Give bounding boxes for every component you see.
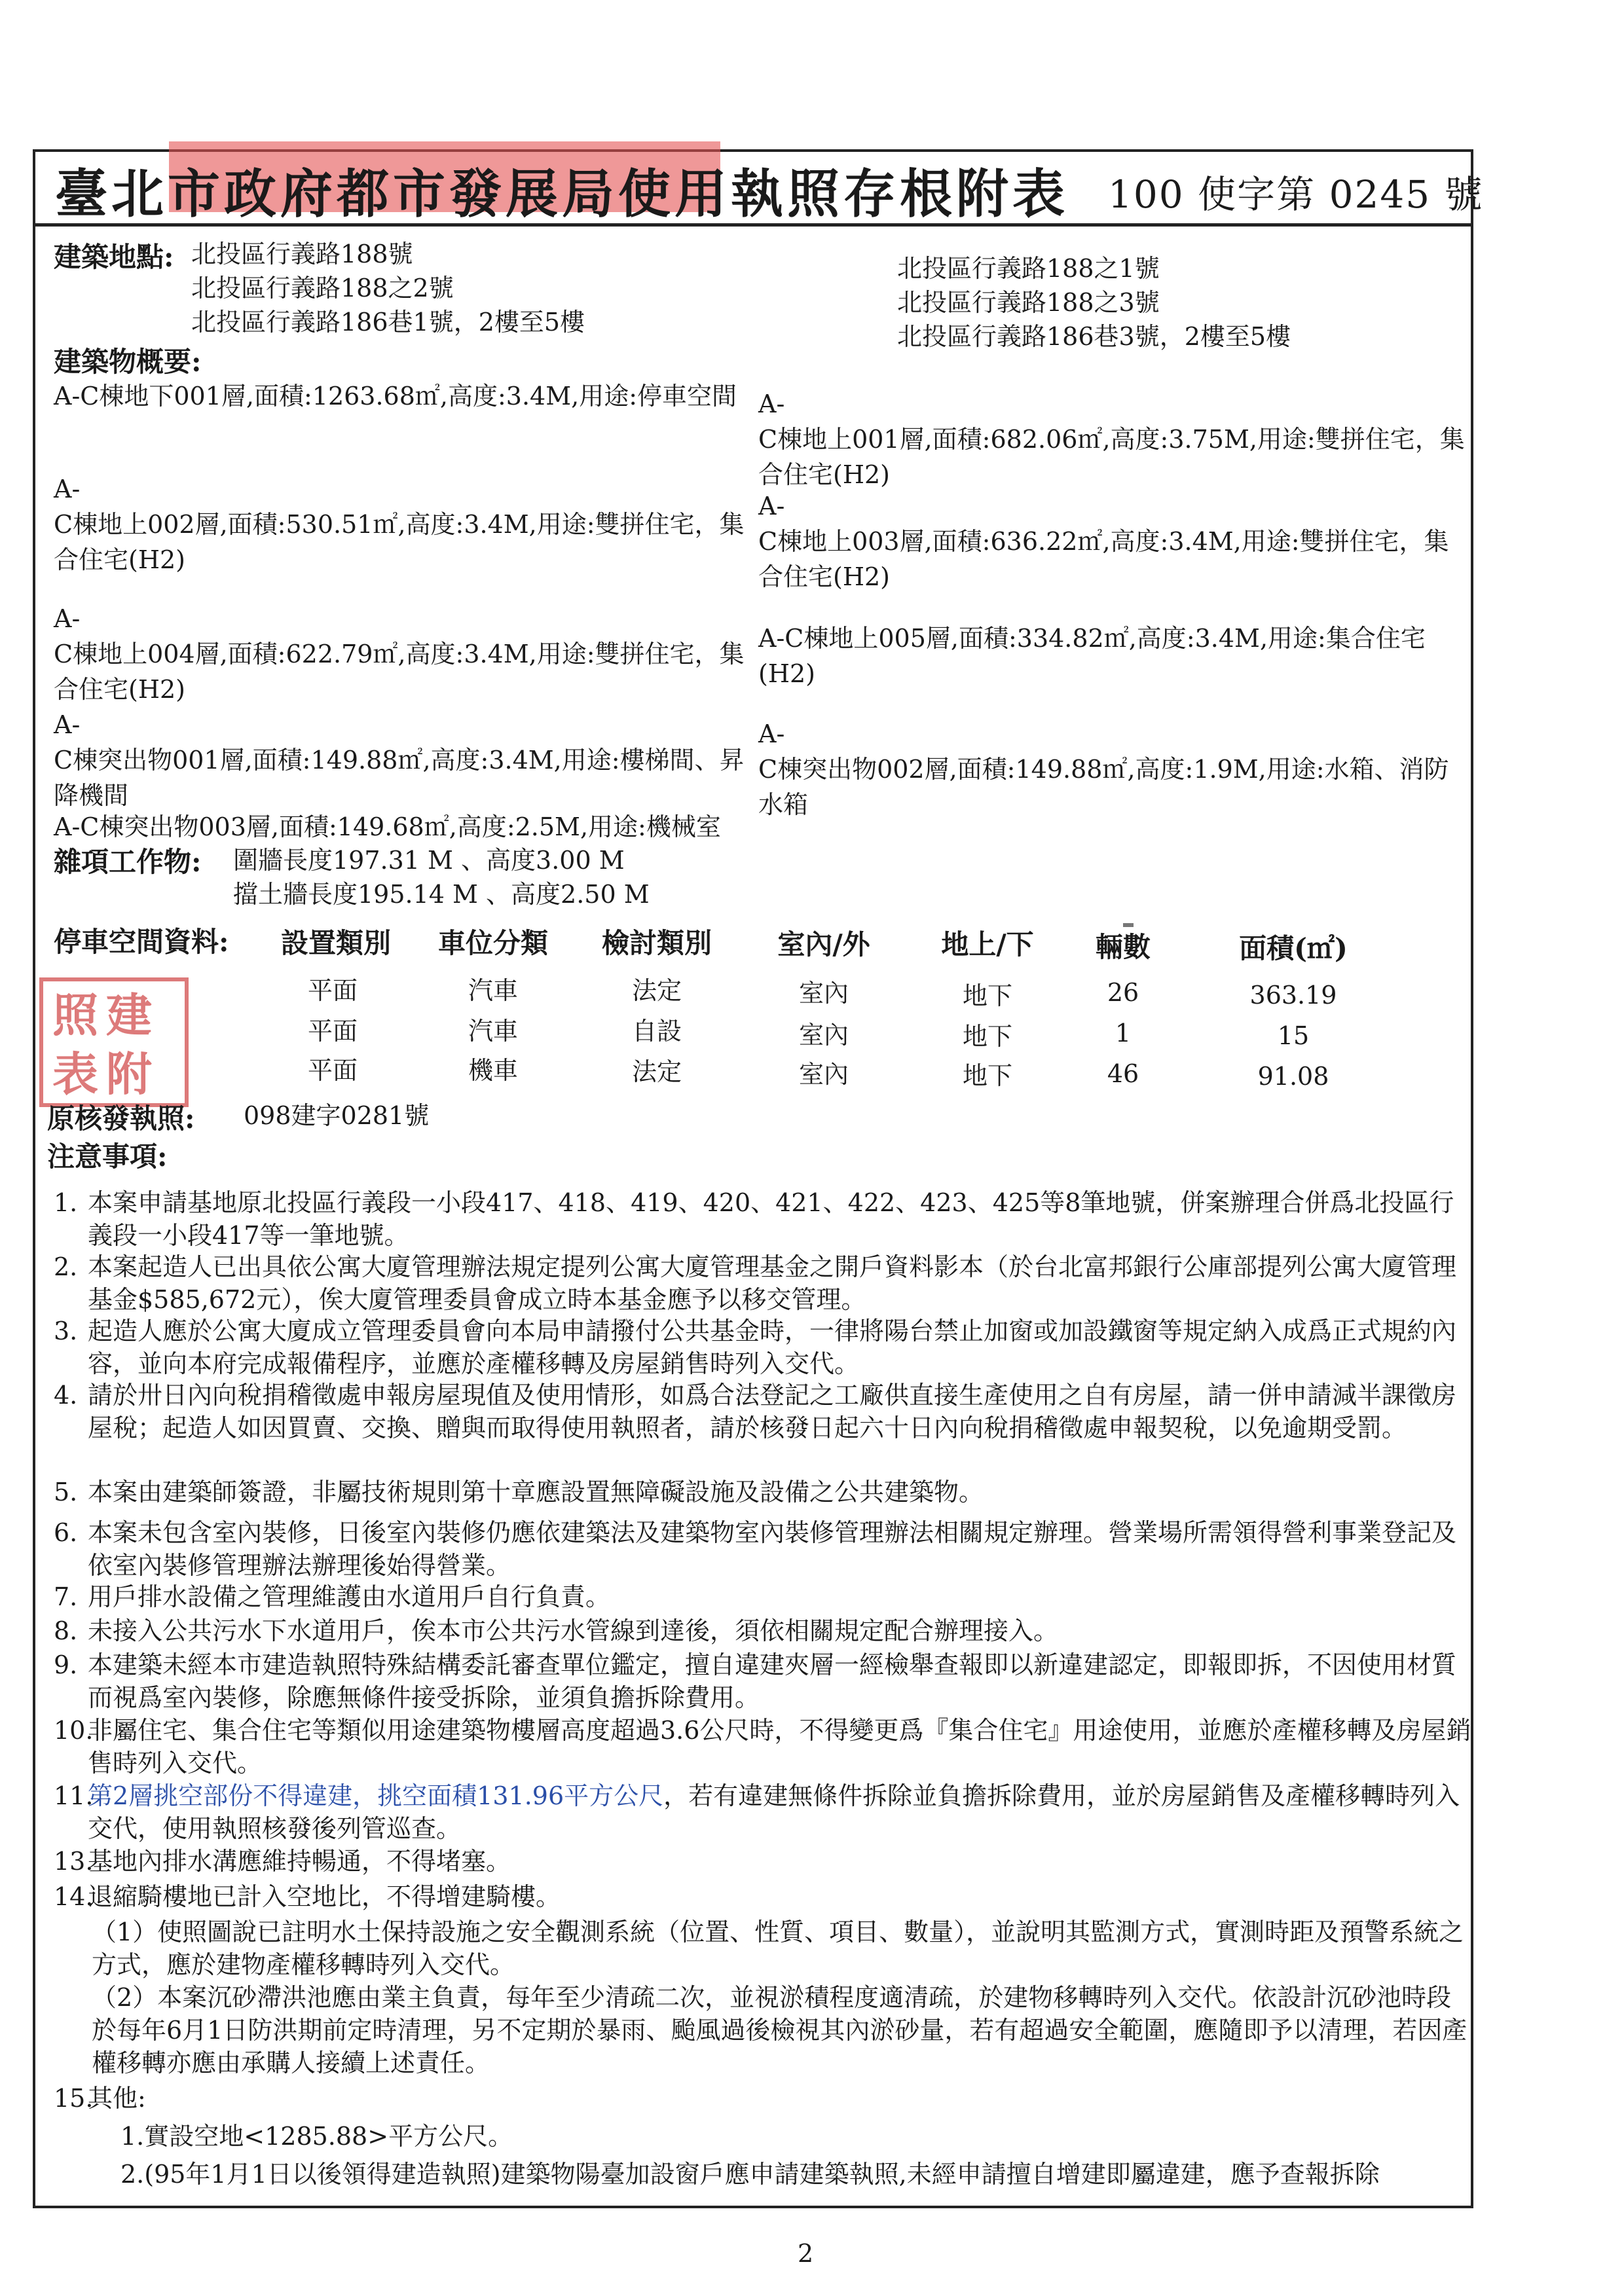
parking-header-count: 輛數 (1095, 931, 1151, 963)
parking-r1-review: 法定 (631, 976, 682, 1005)
overview-left-3: A- C棟地上004層,面積:622.79㎡,高度:3.4M,用途:雙拼住宅，集合住宅(H2) (54, 604, 745, 704)
parking-r3-area: 91.08 (1257, 1062, 1329, 1091)
document-number: 100 使字第 0245 號 (1108, 172, 1484, 217)
location-left-1: 北投區行義路188號 (191, 240, 413, 268)
red-seal-stamp (39, 977, 189, 1107)
parking-header-vehicle: 車位分類 (437, 927, 548, 959)
parking-r2-type: 平面 (307, 1017, 358, 1046)
location-label: 建築地點: (54, 241, 174, 273)
parking-header-type: 設置類別 (280, 927, 391, 959)
location-left-2: 北投區行義路188之2號 (191, 274, 454, 302)
misc-work-retaining-wall: 擋土牆長度195.14 M 、高度2.50 M (233, 880, 650, 909)
original-permit-label: 原核發執照: (47, 1102, 195, 1135)
original-permit-value: 098建字0281號 (244, 1101, 430, 1130)
parking-r1-count: 26 (1107, 978, 1139, 1007)
overview-label: 建築物概要: (54, 346, 202, 378)
stamp-char-4: 表 (52, 1047, 98, 1101)
parking-header-level: 地上/下 (941, 928, 1034, 960)
stamp-char-3: 附 (106, 1047, 152, 1101)
page-number: 2 (798, 2239, 814, 2268)
document-title: 臺北市政府都市發展局使用執照存根附表 (55, 163, 1069, 225)
stamp-char-1: 建 (106, 988, 152, 1042)
parking-r2-area: 15 (1277, 1021, 1310, 1050)
parking-header-area: 面積(㎡) (1239, 932, 1348, 964)
parking-header-review: 檢討類別 (601, 927, 712, 959)
parking-r3-review: 法定 (631, 1057, 682, 1086)
parking-r1-type: 平面 (307, 976, 358, 1005)
location-right-3: 北投區行義路186巷3號，2樓至5樓 (897, 322, 1291, 351)
overview-right-2: A- C棟地上003層,面積:636.22㎡,高度:3.4M,用途:雙拼住宅，集合住宅(H2) (758, 492, 1449, 591)
stamp-char-2: 照 (52, 988, 98, 1042)
parking-r3-type: 平面 (307, 1056, 358, 1085)
parking-label: 停車空間資料: (54, 926, 229, 958)
overview-left-1: A-C棟地下001層,面積:1263.68㎡,高度:3.4M,用途:停車空間 (54, 382, 737, 410)
parking-r1-area: 363.19 (1249, 981, 1337, 1010)
parking-r2-count: 1 (1115, 1019, 1132, 1048)
misc-work-wall: 圍牆長度197.31 M 、高度3.00 M (233, 846, 625, 875)
parking-r1-vehicle: 汽車 (468, 976, 518, 1005)
parking-r2-indoor: 室內 (798, 1021, 849, 1049)
notes-label: 注意事項: (47, 1140, 168, 1173)
location-right-2: 北投區行義路188之3號 (897, 288, 1160, 317)
overview-right-4: A- C棟突出物002層,面積:149.88㎡,高度:1.9M,用途:水箱、消防水箱 (758, 720, 1449, 819)
parking-r3-level: 地下 (962, 1061, 1012, 1090)
parking-r3-vehicle: 機車 (468, 1056, 518, 1085)
overview-right-1: A- C棟地上001層,面積:682.06㎡,高度:3.75M,用途:雙拼住宅，集合住宅(H2) (758, 390, 1465, 489)
parking-r3-indoor: 室內 (798, 1060, 849, 1089)
parking-header-indoor: 室內/外 (777, 928, 870, 960)
overview-left-4: A- C棟突出物001層,面積:149.88㎡,高度:3.4M,用途:樓梯間、昇降機間 (54, 710, 745, 810)
location-left-3: 北投區行義路186巷1號，2樓至5樓 (191, 308, 585, 337)
parking-r1-level: 地下 (962, 981, 1012, 1010)
overview-left-5: A-C棟突出物003層,面積:149.68㎡,高度:2.5M,用途:機械室 (54, 812, 721, 841)
parking-r1-indoor: 室內 (798, 979, 849, 1008)
parking-r3-count: 46 (1107, 1059, 1139, 1088)
parking-r2-review: 自設 (631, 1017, 682, 1046)
parking-r2-level: 地下 (962, 1022, 1012, 1051)
overview-right-3: A-C棟地上005層,面積:334.82㎡,高度:3.4M,用途:集合住宅(H2) (758, 624, 1426, 688)
misc-works-label: 雜項工作物: (54, 846, 202, 878)
overview-left-2: A- C棟地上002層,面積:530.51㎡,高度:3.4M,用途:雙拼住宅，集合住宅(H2) (54, 475, 745, 574)
location-right-1: 北投區行義路188之1號 (897, 254, 1160, 283)
parking-r2-vehicle: 汽車 (468, 1017, 518, 1046)
